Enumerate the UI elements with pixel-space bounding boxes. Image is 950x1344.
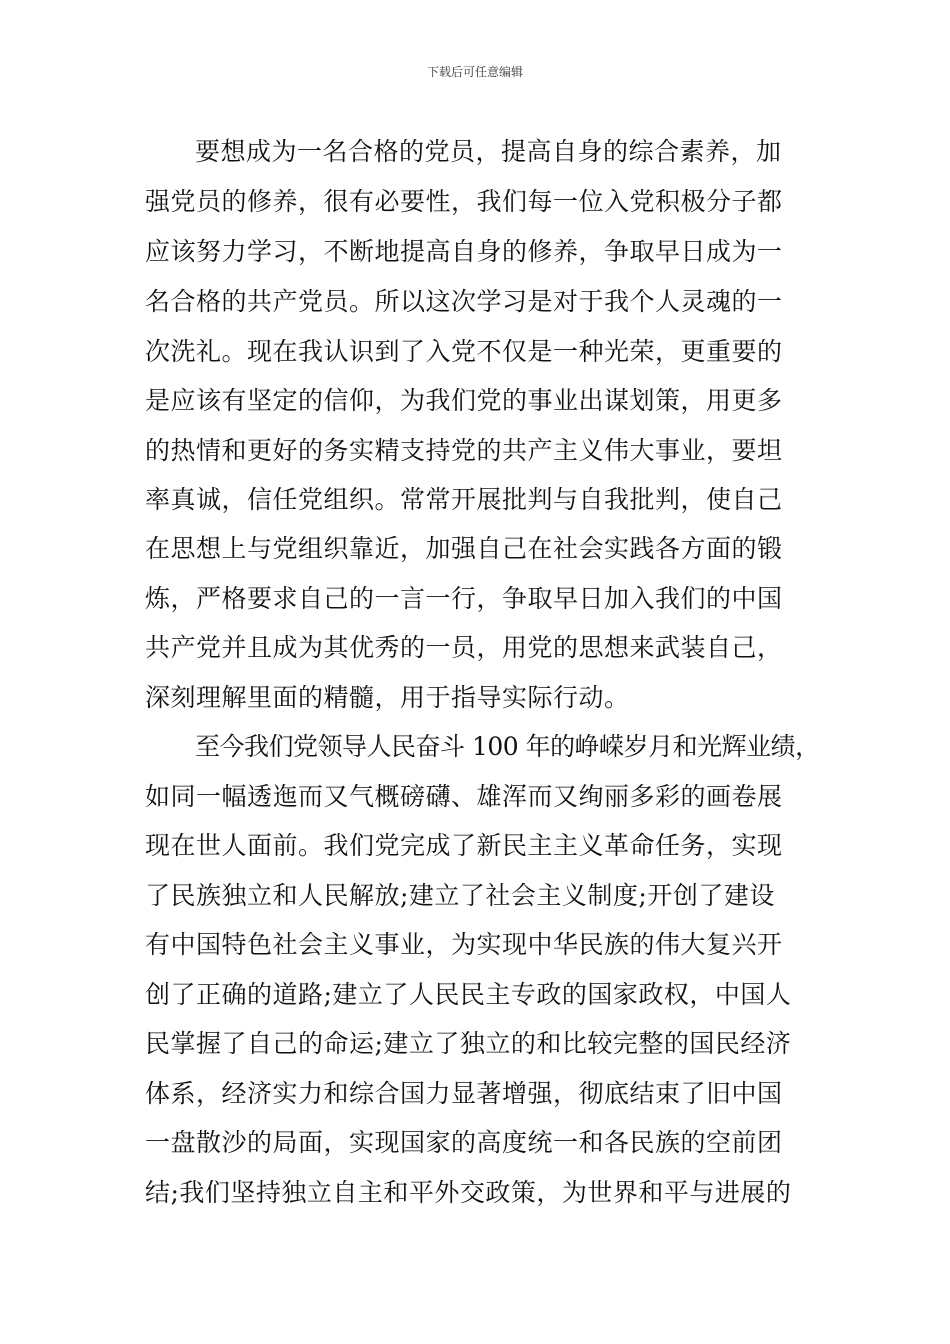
text-line: 至今我们党领导人民奋斗 100 年的峥嵘岁月和光辉业绩，	[195, 732, 820, 761]
text-line: 一盘散沙的局面，实现国家的高度统一和各民族的空前团	[145, 1128, 783, 1157]
text-line: 现在世人面前。我们党完成了新民主主义革命任务，实现	[145, 831, 783, 860]
text-line: 是应该有坚定的信仰，为我们党的事业出谋划策，用更多	[145, 386, 783, 415]
text-line: 创了正确的道路;建立了人民民主专政的国家政权，中国人	[145, 980, 792, 1009]
text-line: 在思想上与党组织靠近，加强自己在社会实践各方面的锻	[145, 534, 783, 563]
text-line: 民掌握了自己的命运;建立了独立的和比较完整的国民经济	[145, 1029, 792, 1058]
text-line: 率真诚，信任党组织。常常开展批判与自我批判，使自己	[145, 485, 783, 514]
text-line: 名合格的共产党员。所以这次学习是对于我个人灵魂的一	[145, 287, 783, 316]
text-line: 如同一幅透迤而又气概磅礴、雄浑而又绚丽多彩的画卷展	[145, 782, 783, 811]
text-line: 要想成为一名合格的党员，提高自身的综合素养，加	[195, 137, 782, 166]
text-line: 的热情和更好的务实精支持党的共产主义伟大事业，要坦	[145, 436, 783, 465]
text-line: 炼，严格要求自己的一言一行，争取早日加入我们的中国	[145, 584, 783, 613]
page-header: 下载后可任意编辑	[426, 65, 523, 79]
text-line: 深刻理解里面的精髓，用于指导实际行动。	[145, 683, 630, 712]
text-line: 结;我们坚持独立自主和平外交政策，为世界和平与进展的	[145, 1178, 792, 1207]
text-line: 次洗礼。现在我认识到了入党不仅是一种光荣，更重要的	[145, 337, 783, 366]
text-line: 了民族独立和人民解放;建立了社会主义制度;开创了建设	[145, 881, 775, 910]
text-line: 应该努力学习，不断地提高自身的修养，争取早日成为一	[145, 237, 783, 266]
text-line: 强党员的修养，很有必要性，我们每一位入党积极分子都	[145, 187, 783, 216]
text-line: 共产党并且成为其优秀的一员，用党的思想来武装自己，	[145, 633, 783, 662]
text-line: 体系，经济实力和综合国力显著增强，彻底结束了旧中国	[145, 1079, 783, 1108]
text-line: 有中国特色社会主义事业，为实现中华民族的伟大复兴开	[145, 930, 783, 959]
